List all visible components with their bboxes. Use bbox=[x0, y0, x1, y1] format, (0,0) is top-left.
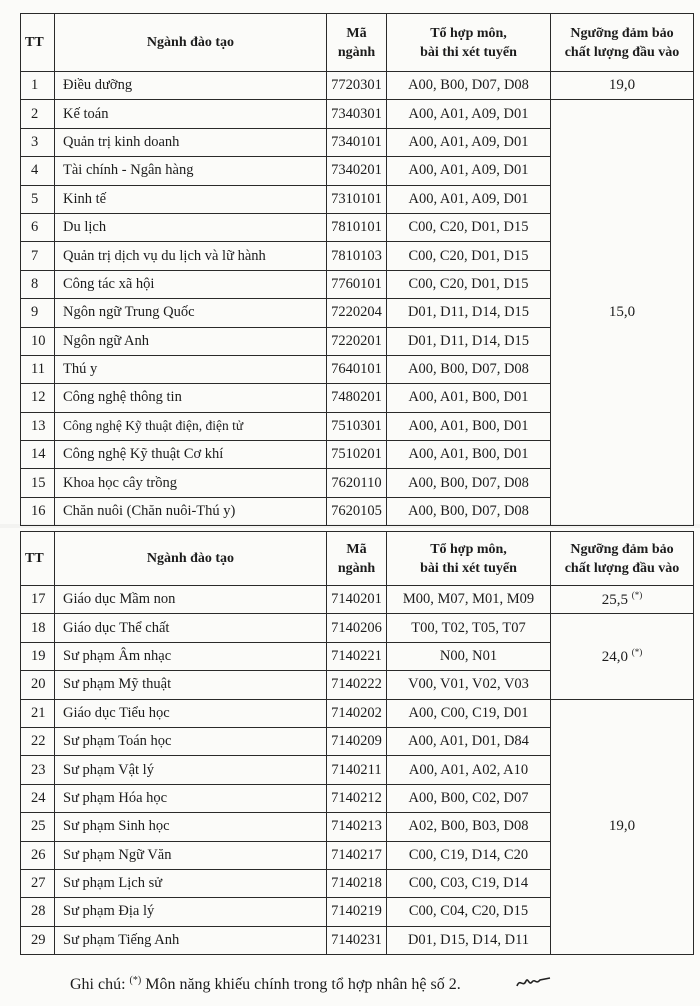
major-name: Sư phạm Tiếng Anh bbox=[55, 926, 327, 954]
handwritten-mark-icon bbox=[514, 972, 554, 992]
subject-combination: C00, C20, D01, D15 bbox=[387, 213, 551, 241]
major-code: 7620110 bbox=[327, 469, 387, 497]
subject-combination: C00, C04, C20, D15 bbox=[387, 898, 551, 926]
row-number: 9 bbox=[21, 299, 55, 327]
major-name: Quản trị dịch vụ du lịch và lữ hành bbox=[55, 242, 327, 270]
row-number: 2 bbox=[21, 100, 55, 128]
major-name: Công tác xã hội bbox=[55, 270, 327, 298]
row-number: 14 bbox=[21, 441, 55, 469]
major-name: Điều dưỡng bbox=[55, 72, 327, 100]
header-nganh: Ngành đào tạo bbox=[55, 532, 327, 586]
threshold-score: 19,0 bbox=[551, 72, 694, 100]
subject-combination: C00, C19, D14, C20 bbox=[387, 841, 551, 869]
subject-combination: A00, B00, D07, D08 bbox=[387, 355, 551, 383]
header-ma-nganh: Mã ngành bbox=[327, 532, 387, 586]
major-code: 7140221 bbox=[327, 642, 387, 670]
major-name: Quản trị kinh doanh bbox=[55, 128, 327, 156]
threshold-score: 24,0 bbox=[601, 648, 628, 665]
major-code: 7510301 bbox=[327, 412, 387, 440]
row-number: 28 bbox=[21, 898, 55, 926]
major-code: 7720301 bbox=[327, 72, 387, 100]
header-to-hop: Tổ hợp môn, bài thi xét tuyển bbox=[387, 532, 551, 586]
major-name: Sư phạm Sinh học bbox=[55, 813, 327, 841]
header-to-hop: Tổ hợp môn, bài thi xét tuyển bbox=[387, 14, 551, 72]
row-number: 4 bbox=[21, 157, 55, 185]
major-name: Sư phạm Lịch sử bbox=[55, 869, 327, 897]
subject-combination: A02, B00, B03, D08 bbox=[387, 813, 551, 841]
row-number: 15 bbox=[21, 469, 55, 497]
row-number: 7 bbox=[21, 242, 55, 270]
major-name: Du lịch bbox=[55, 213, 327, 241]
major-name: Công nghệ Kỹ thuật Cơ khí bbox=[55, 441, 327, 469]
subject-combination: A00, B00, D07, D08 bbox=[387, 497, 551, 525]
major-name: Tài chính - Ngân hàng bbox=[55, 157, 327, 185]
footnote-marker: (*) bbox=[631, 590, 643, 601]
major-code: 7140206 bbox=[327, 614, 387, 642]
row-number: 27 bbox=[21, 869, 55, 897]
subject-combination: A00, A01, A09, D01 bbox=[387, 185, 551, 213]
subject-combination: A00, B00, D07, D08 bbox=[387, 72, 551, 100]
major-code: 7340201 bbox=[327, 157, 387, 185]
row-number: 10 bbox=[21, 327, 55, 355]
threshold-score-cell bbox=[551, 586, 694, 614]
major-name: Ngôn ngữ Anh bbox=[55, 327, 327, 355]
header-tt: TT bbox=[21, 14, 55, 72]
major-code: 7140218 bbox=[327, 869, 387, 897]
major-code: 7140213 bbox=[327, 813, 387, 841]
row-number: 17 bbox=[21, 586, 55, 614]
row-number: 1 bbox=[21, 72, 55, 100]
header-nganh: Ngành đào tạo bbox=[55, 14, 327, 72]
major-name: Giáo dục Mầm non bbox=[55, 586, 327, 614]
major-name: Thú y bbox=[55, 355, 327, 383]
major-name: Công nghệ thông tin bbox=[55, 384, 327, 412]
major-name: Kế toán bbox=[55, 100, 327, 128]
major-code: 7810101 bbox=[327, 213, 387, 241]
major-name: Sư phạm Vật lý bbox=[55, 756, 327, 784]
footnote-marker: (*) bbox=[129, 975, 142, 986]
major-name: Sư phạm Hóa học bbox=[55, 784, 327, 812]
table-row bbox=[21, 614, 694, 642]
major-code: 7480201 bbox=[327, 384, 387, 412]
row-number: 24 bbox=[21, 784, 55, 812]
major-name: Giáo dục Thể chất bbox=[55, 614, 327, 642]
footnote-prefix: Ghi chú: bbox=[70, 976, 130, 993]
subject-combination: A00, A01, A02, A10 bbox=[387, 756, 551, 784]
row-number: 6 bbox=[21, 213, 55, 241]
footnote-text: Môn năng khiếu chính trong tổ hợp nhân hệ số 2. bbox=[141, 976, 461, 993]
major-code: 7340101 bbox=[327, 128, 387, 156]
header-nguong: Ngưỡng đảm bảo chất lượng đầu vào bbox=[551, 14, 694, 72]
table-row bbox=[21, 586, 694, 614]
threshold-score-cell bbox=[551, 614, 694, 699]
subject-combination: A00, A01, A09, D01 bbox=[387, 157, 551, 185]
admission-table-2 bbox=[20, 531, 694, 955]
threshold-score: 19,0 bbox=[551, 699, 694, 955]
major-code: 7220201 bbox=[327, 327, 387, 355]
subject-combination: C00, C20, D01, D15 bbox=[387, 242, 551, 270]
row-number: 5 bbox=[21, 185, 55, 213]
table-row bbox=[21, 699, 694, 727]
threshold-score: 15,0 bbox=[551, 100, 694, 526]
subject-combination: A00, C00, C19, D01 bbox=[387, 699, 551, 727]
row-number: 13 bbox=[21, 412, 55, 440]
table-row bbox=[21, 72, 694, 100]
major-code: 7760101 bbox=[327, 270, 387, 298]
major-code: 7140211 bbox=[327, 756, 387, 784]
row-number: 29 bbox=[21, 926, 55, 954]
major-code: 7140219 bbox=[327, 898, 387, 926]
footnote-marker: (*) bbox=[631, 646, 643, 657]
header-ma-nganh: Mã ngành bbox=[327, 14, 387, 72]
major-name: Sư phạm Toán học bbox=[55, 727, 327, 755]
major-name: Khoa học cây trồng bbox=[55, 469, 327, 497]
subject-combination: A00, A01, D01, D84 bbox=[387, 727, 551, 755]
row-number: 21 bbox=[21, 699, 55, 727]
row-number: 25 bbox=[21, 813, 55, 841]
major-name: Sư phạm Âm nhạc bbox=[55, 642, 327, 670]
major-code: 7140209 bbox=[327, 727, 387, 755]
row-number: 11 bbox=[21, 355, 55, 383]
subject-combination: A00, A01, A09, D01 bbox=[387, 128, 551, 156]
subject-combination: A00, A01, B00, D01 bbox=[387, 412, 551, 440]
major-name: Giáo dục Tiểu học bbox=[55, 699, 327, 727]
threshold-score: 25,5 bbox=[601, 592, 628, 609]
major-name: Kinh tế bbox=[55, 185, 327, 213]
major-code: 7140202 bbox=[327, 699, 387, 727]
header-tt: TT bbox=[21, 532, 55, 586]
subject-combination: C00, C20, D01, D15 bbox=[387, 270, 551, 298]
subject-combination: C00, C03, C19, D14 bbox=[387, 869, 551, 897]
footnote bbox=[70, 975, 461, 994]
row-number: 8 bbox=[21, 270, 55, 298]
major-code: 7140222 bbox=[327, 671, 387, 699]
subject-combination: A00, B00, C02, D07 bbox=[387, 784, 551, 812]
major-code: 7310101 bbox=[327, 185, 387, 213]
admission-table-1 bbox=[20, 13, 694, 526]
major-code: 7810103 bbox=[327, 242, 387, 270]
major-name: Chăn nuôi (Chăn nuôi-Thú y) bbox=[55, 497, 327, 525]
subject-combination: N00, N01 bbox=[387, 642, 551, 670]
major-code: 7140217 bbox=[327, 841, 387, 869]
major-code: 7620105 bbox=[327, 497, 387, 525]
row-number: 23 bbox=[21, 756, 55, 784]
major-name: Sư phạm Mỹ thuật bbox=[55, 671, 327, 699]
header-nguong: Ngưỡng đảm bảo chất lượng đầu vào bbox=[551, 532, 694, 586]
subject-combination: A00, B00, D07, D08 bbox=[387, 469, 551, 497]
subject-combination: A00, A01, B00, D01 bbox=[387, 441, 551, 469]
major-code: 7640101 bbox=[327, 355, 387, 383]
major-code: 7510201 bbox=[327, 441, 387, 469]
subject-combination: M00, M07, M01, M09 bbox=[387, 586, 551, 614]
major-name: Sư phạm Địa lý bbox=[55, 898, 327, 926]
major-code: 7220204 bbox=[327, 299, 387, 327]
subject-combination: D01, D15, D14, D11 bbox=[387, 926, 551, 954]
major-code: 7140231 bbox=[327, 926, 387, 954]
major-name: Sư phạm Ngữ Văn bbox=[55, 841, 327, 869]
row-number: 26 bbox=[21, 841, 55, 869]
subject-combination: A00, A01, A09, D01 bbox=[387, 100, 551, 128]
table-row bbox=[21, 100, 694, 128]
major-code: 7340301 bbox=[327, 100, 387, 128]
row-number: 22 bbox=[21, 727, 55, 755]
row-number: 20 bbox=[21, 671, 55, 699]
row-number: 18 bbox=[21, 614, 55, 642]
subject-combination: T00, T02, T05, T07 bbox=[387, 614, 551, 642]
row-number: 19 bbox=[21, 642, 55, 670]
subject-combination: V00, V01, V02, V03 bbox=[387, 671, 551, 699]
major-code: 7140201 bbox=[327, 586, 387, 614]
row-number: 16 bbox=[21, 497, 55, 525]
major-code: 7140212 bbox=[327, 784, 387, 812]
major-name: Ngôn ngữ Trung Quốc bbox=[55, 299, 327, 327]
subject-combination: A00, A01, B00, D01 bbox=[387, 384, 551, 412]
row-number: 3 bbox=[21, 128, 55, 156]
row-number: 12 bbox=[21, 384, 55, 412]
subject-combination: D01, D11, D14, D15 bbox=[387, 327, 551, 355]
subject-combination: D01, D11, D14, D15 bbox=[387, 299, 551, 327]
major-name: Công nghệ Kỹ thuật điện, điện tử bbox=[55, 412, 327, 440]
